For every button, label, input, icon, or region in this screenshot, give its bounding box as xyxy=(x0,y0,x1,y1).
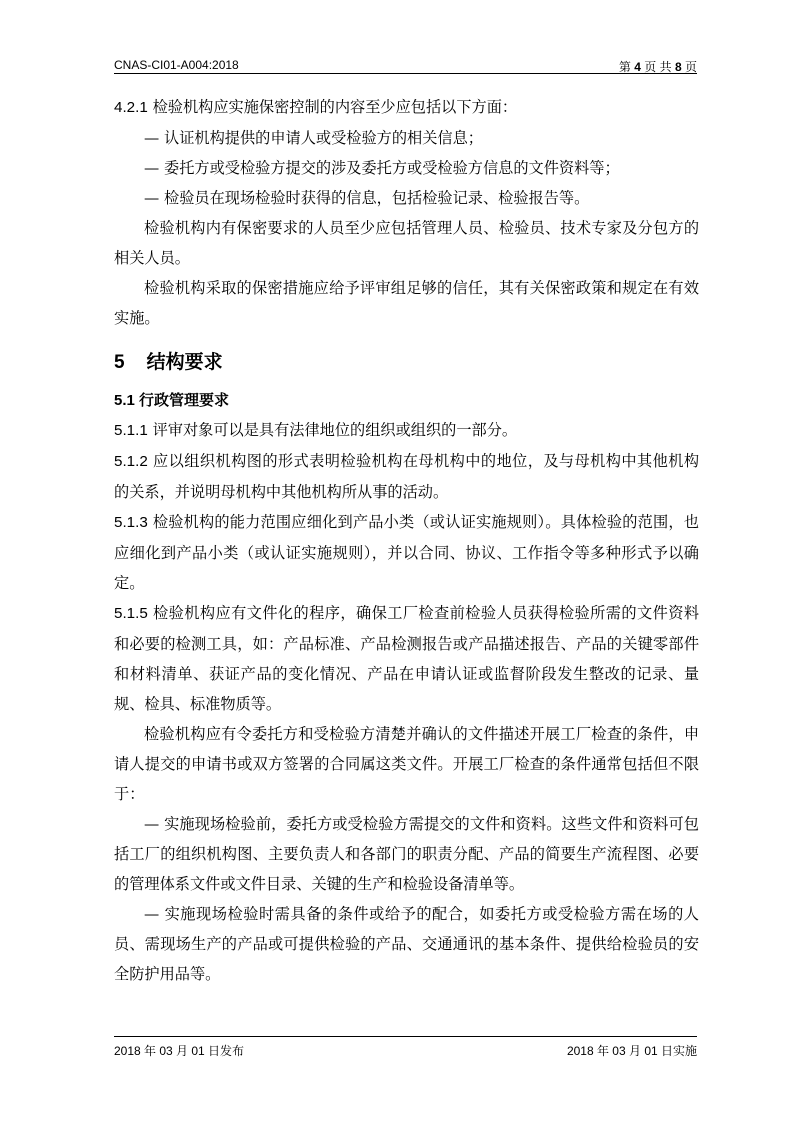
page-number xyxy=(619,58,697,75)
list-item: — 实施现场检验前，委托方或受检验方需提交的文件和资料。这些文件和资料可包括工厂的组织机构图、主要负责人和各部门的职责分配、产品的简要生产流程图、必要的管理体系文件或文件目录、关键的生产和检验设备清单等。 xyxy=(114,815,699,893)
clause-5-1-5 xyxy=(114,598,699,719)
clause-5-1-2 xyxy=(114,446,699,507)
clause-text: 检验机构应实施保密控制的内容至少应包括以下方面： xyxy=(152,98,518,116)
document-code: CNAS-CI01-A004:2018 xyxy=(114,58,239,72)
section-heading-5 xyxy=(114,348,699,378)
clause-text: 应以组织机构图的形式表明检验机构在母机构中的地位，及与母机构中其他机构的关系，并说明母机构中其他机构所从事的活动。 xyxy=(114,452,700,501)
subsection-heading-5-1: 5.1 行政管理要求 xyxy=(114,392,230,409)
clause-number: 5.1.5 xyxy=(114,605,148,622)
effective-date: 2018 年 03 月 01 日实施 xyxy=(566,1044,697,1058)
page-footer xyxy=(114,1036,697,1057)
clause-number: 5.1.2 xyxy=(114,453,148,470)
paragraph: 检验机构采取的保密措施应给予评审组足够的信任，其有关保密政策和规定在有效实施。 xyxy=(114,279,699,327)
clause-text: 评审对象可以是具有法律地位的组织或组织的一部分。 xyxy=(152,421,518,439)
section-number: 5 xyxy=(114,352,125,373)
paragraph: 检验机构内有保密要求的人员至少应包括管理人员、检验员、技术专家及分包方的相关人员。 xyxy=(114,219,699,267)
clause-4-2-1 xyxy=(114,92,699,123)
page-header xyxy=(114,56,697,74)
list-item: — 认证机构提供的申请人或受检验方的相关信息； xyxy=(144,129,483,147)
clause-number: 5.1.3 xyxy=(114,514,148,531)
clause-number: 4.2.1 xyxy=(114,99,148,116)
list-item: — 委托方或受检验方提交的涉及委托方或受检验方信息的文件资料等； xyxy=(144,159,620,177)
issue-date: 2018 年 03 月 01 日发布 xyxy=(114,1044,245,1058)
clause-5-1-1 xyxy=(114,415,699,446)
clause-5-1-3 xyxy=(114,507,699,598)
page-label-mid: 页 共 xyxy=(640,60,675,74)
total-pages: 8 xyxy=(674,60,682,74)
clause-number: 5.1.1 xyxy=(114,422,148,439)
page-label-pre: 第 xyxy=(618,60,635,74)
clause-text: 检验机构的能力范围应细化到产品小类（或认证实施规则）。具体检验的范围，也应细化到产品小类（或认证实施规则），并以合同、协议、工作指令等多种形式予以确定。 xyxy=(114,513,699,592)
paragraph: 检验机构应有令委托方和受检验方清楚并确认的文件描述开展工厂检查的条件，申请人提交的申请书或双方签署的合同属这类文件。开展工厂检查的条件通常包括但不限于： xyxy=(114,725,699,803)
document-body xyxy=(114,92,699,989)
page-label-post: 页 xyxy=(681,60,697,74)
clause-text: 检验机构应有文件化的程序，确保工厂检查前检验人员获得检验所需的文件资料和必要的检测工具，如：产品标准、产品检测报告或产品描述报告、产品的关键零部件和材料清单、获证产品的变化情况、产品在申请认证或监督阶段发生整改的记录、量规、检具、标准物质等。 xyxy=(114,604,700,713)
list-item: — 实施现场检验时需具备的条件或给予的配合，如委托方或受检验方需在场的人员、需现场生产的产品或可提供检验的产品、交通通讯的基本条件、提供给检验员的安全防护用品等。 xyxy=(114,905,699,983)
list-item: — 检验员在现场检验时获得的信息，包括检验记录、检验报告等。 xyxy=(144,189,590,207)
section-title: 结构要求 xyxy=(146,352,223,373)
current-page: 4 xyxy=(634,60,641,74)
